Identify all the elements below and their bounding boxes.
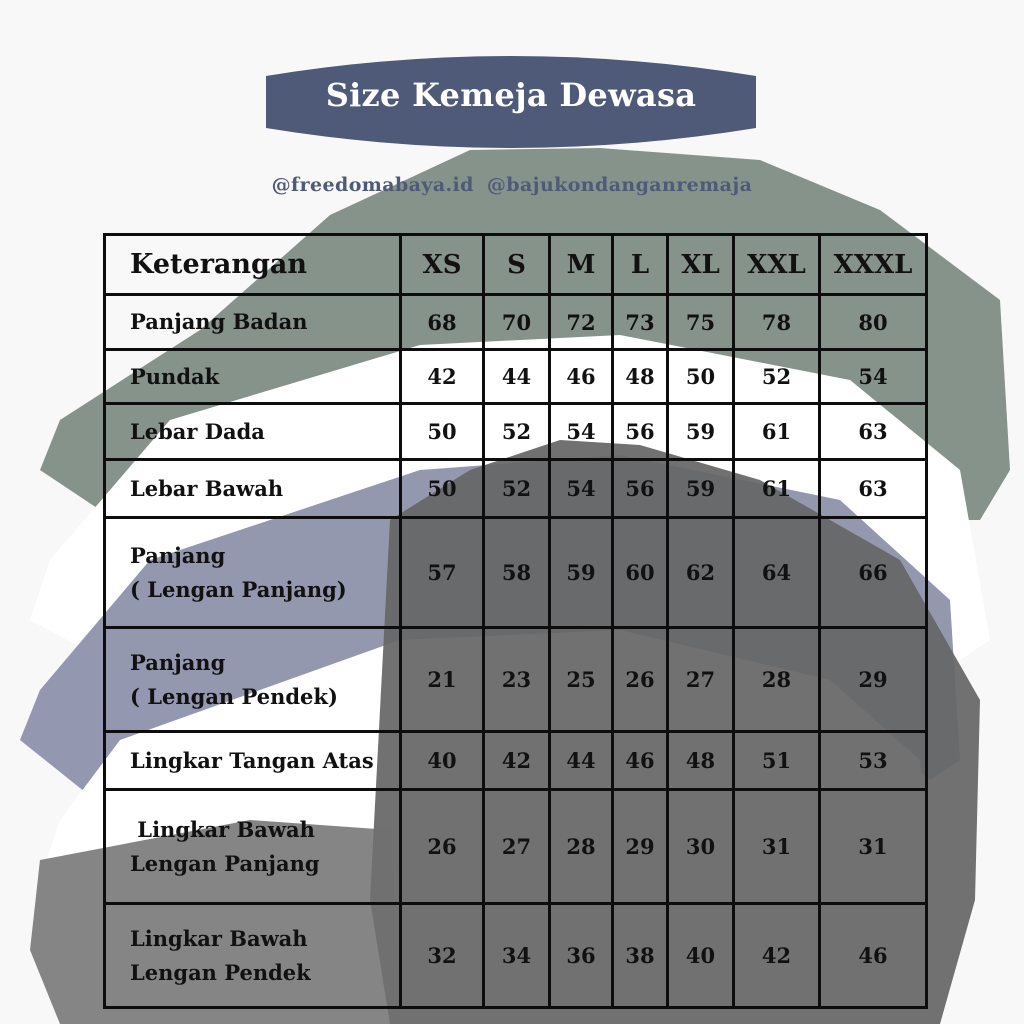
table-cell: 30 — [668, 790, 734, 904]
table-cell: 59 — [668, 404, 734, 460]
table-row — [105, 460, 927, 518]
row-label-line: Lingkar Tangan Atas — [130, 747, 374, 773]
table-cell: 52 — [734, 350, 820, 404]
table-cell: 32 — [401, 904, 484, 1008]
table-cell: 48 — [613, 350, 668, 404]
table-row — [105, 518, 927, 628]
table-cell: 52 — [484, 404, 550, 460]
row-label — [105, 790, 401, 904]
header-size-xxl: XXL — [734, 235, 820, 295]
size-chart-table — [103, 233, 928, 1009]
row-label-line: Lingkar Bawah — [130, 816, 315, 842]
header-size-m: M — [550, 235, 613, 295]
table-cell: 50 — [401, 460, 484, 518]
row-label-line: Lebar Dada — [130, 418, 265, 444]
table-row — [105, 904, 927, 1008]
row-label — [105, 295, 401, 350]
table-row — [105, 732, 927, 790]
row-label — [105, 518, 401, 628]
header-size-l: L — [613, 235, 668, 295]
table-cell: 70 — [484, 295, 550, 350]
table-cell: 66 — [820, 518, 927, 628]
table-cell: 46 — [613, 732, 668, 790]
table-cell: 51 — [734, 732, 820, 790]
table-cell: 60 — [613, 518, 668, 628]
table-cell: 59 — [668, 460, 734, 518]
header-size-xl: XL — [668, 235, 734, 295]
table-cell: 21 — [401, 628, 484, 732]
row-label-line: Lingkar Bawah — [130, 925, 308, 951]
table-cell: 27 — [484, 790, 550, 904]
row-label-line: Panjang Badan — [130, 309, 308, 334]
table-row — [105, 790, 927, 904]
table-cell: 56 — [613, 404, 668, 460]
table-cell: 48 — [668, 732, 734, 790]
row-label — [105, 904, 401, 1008]
table-cell: 68 — [401, 295, 484, 350]
table-cell: 42 — [401, 350, 484, 404]
social-handles — [0, 174, 1024, 196]
instagram-handle-2: @bajukondanganremaja — [486, 174, 753, 196]
table-cell: 54 — [550, 404, 613, 460]
row-label-line: Lebar Bawah — [130, 475, 284, 501]
row-label-line: ( Lengan Panjang) — [130, 576, 347, 602]
table-cell: 53 — [820, 732, 927, 790]
header-size-xs: XS — [401, 235, 484, 295]
header-keterangan: Keterangan — [105, 235, 401, 295]
table-cell: 27 — [668, 628, 734, 732]
table-row — [105, 404, 927, 460]
table-cell: 73 — [613, 295, 668, 350]
table-cell: 57 — [401, 518, 484, 628]
table-cell: 44 — [550, 732, 613, 790]
table-cell: 59 — [550, 518, 613, 628]
table-cell: 28 — [734, 628, 820, 732]
table-cell: 52 — [484, 460, 550, 518]
table-cell: 61 — [734, 460, 820, 518]
row-label-line: ( Lengan Pendek) — [130, 683, 338, 709]
table-cell: 50 — [668, 350, 734, 404]
instagram-handle-1: @freedomabaya.id — [271, 174, 474, 196]
table-cell: 31 — [734, 790, 820, 904]
table-cell: 78 — [734, 295, 820, 350]
table-cell: 34 — [484, 904, 550, 1008]
table-cell: 36 — [550, 904, 613, 1008]
row-label — [105, 404, 401, 460]
table-cell: 63 — [820, 404, 927, 460]
table-cell: 56 — [613, 460, 668, 518]
table-row — [105, 350, 927, 404]
row-label-line: Lengan Panjang — [130, 850, 320, 876]
table-cell: 46 — [550, 350, 613, 404]
row-label-line: Panjang — [130, 649, 226, 675]
table-cell: 29 — [820, 628, 927, 732]
table-cell: 44 — [484, 350, 550, 404]
row-label-line: Pundak — [130, 363, 220, 389]
header-size-xxxl: XXXL — [820, 235, 927, 295]
row-label-line: Panjang — [130, 542, 226, 568]
table-cell: 42 — [484, 732, 550, 790]
page-title: Size Kemeja Dewasa — [325, 76, 697, 114]
table-cell: 46 — [820, 904, 927, 1008]
table-cell: 26 — [401, 790, 484, 904]
row-label-line: Lengan Pendek — [130, 959, 311, 985]
table-cell: 63 — [820, 460, 927, 518]
table-cell: 54 — [820, 350, 927, 404]
row-label — [105, 628, 401, 732]
table-cell: 54 — [550, 460, 613, 518]
table-cell: 64 — [734, 518, 820, 628]
table-cell: 62 — [668, 518, 734, 628]
table-cell: 75 — [668, 295, 734, 350]
table-row — [105, 628, 927, 732]
header-size-s: S — [484, 235, 550, 295]
row-label — [105, 732, 401, 790]
row-label — [105, 350, 401, 404]
table-cell: 61 — [734, 404, 820, 460]
table-cell: 58 — [484, 518, 550, 628]
table-cell: 80 — [820, 295, 927, 350]
table-cell: 25 — [550, 628, 613, 732]
table-cell: 40 — [668, 904, 734, 1008]
table-cell: 50 — [401, 404, 484, 460]
header-row — [105, 235, 927, 295]
row-label — [105, 460, 401, 518]
table-cell: 38 — [613, 904, 668, 1008]
table-row — [105, 295, 927, 350]
table-cell: 29 — [613, 790, 668, 904]
table-cell: 23 — [484, 628, 550, 732]
table-cell: 26 — [613, 628, 668, 732]
table-cell: 31 — [820, 790, 927, 904]
table-cell: 72 — [550, 295, 613, 350]
table-cell: 28 — [550, 790, 613, 904]
table-cell: 42 — [734, 904, 820, 1008]
table-cell: 40 — [401, 732, 484, 790]
